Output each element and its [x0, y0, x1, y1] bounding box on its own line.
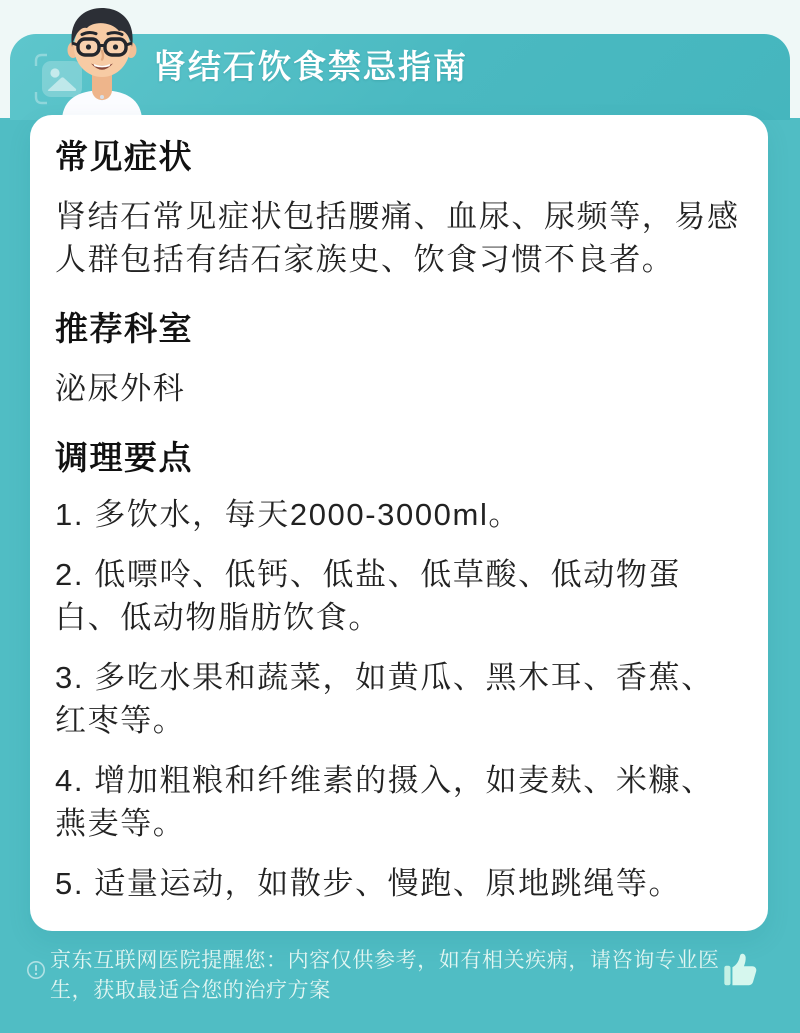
page-title: 肾结石饮食禁忌指南 — [153, 48, 468, 85]
thumbs-up-button[interactable] — [718, 950, 764, 994]
content-card — [30, 115, 768, 931]
thumbs-up-icon — [720, 979, 762, 994]
tip-item-1: 1. 多饮水，每天2000-3000ml。 — [55, 497, 522, 532]
info-exclamation-icon — [26, 960, 46, 985]
section-heading-tips: 调理要点 — [55, 439, 193, 476]
tip-item-4: 4. 增加粗粮和纤维素的摄入，如麦麸、米糠、燕麦等。 — [55, 763, 714, 841]
doctor-avatar — [48, 6, 156, 123]
tip-item-3: 3. 多吃水果和蔬菜，如黄瓜、黑木耳、香蕉、红枣等。 — [55, 660, 714, 738]
tip-item-2: 2. 低嘌呤、低钙、低盐、低草酸、低动物蛋白、低动物脂肪饮食。 — [55, 557, 682, 635]
footer-disclaimer — [0, 938, 800, 1033]
section-heading-department: 推荐科室 — [55, 310, 193, 347]
disclaimer-text: 京东互联网医院提醒您：内容仅供参考，如有相关疾病，请咨询专业医生，获取最适合您的治疗方案 — [50, 949, 720, 1002]
symptoms-text: 肾结石常见症状包括腰痛、血尿、尿频等，易感人群包括有结石家族史、饮食习惯不良者。 — [55, 199, 740, 277]
tip-item-5: 5. 适量运动，如散步、慢跑、原地跳绳等。 — [55, 866, 682, 901]
section-heading-symptoms: 常见症状 — [55, 138, 193, 175]
department-text: 泌尿外科 — [55, 371, 186, 406]
